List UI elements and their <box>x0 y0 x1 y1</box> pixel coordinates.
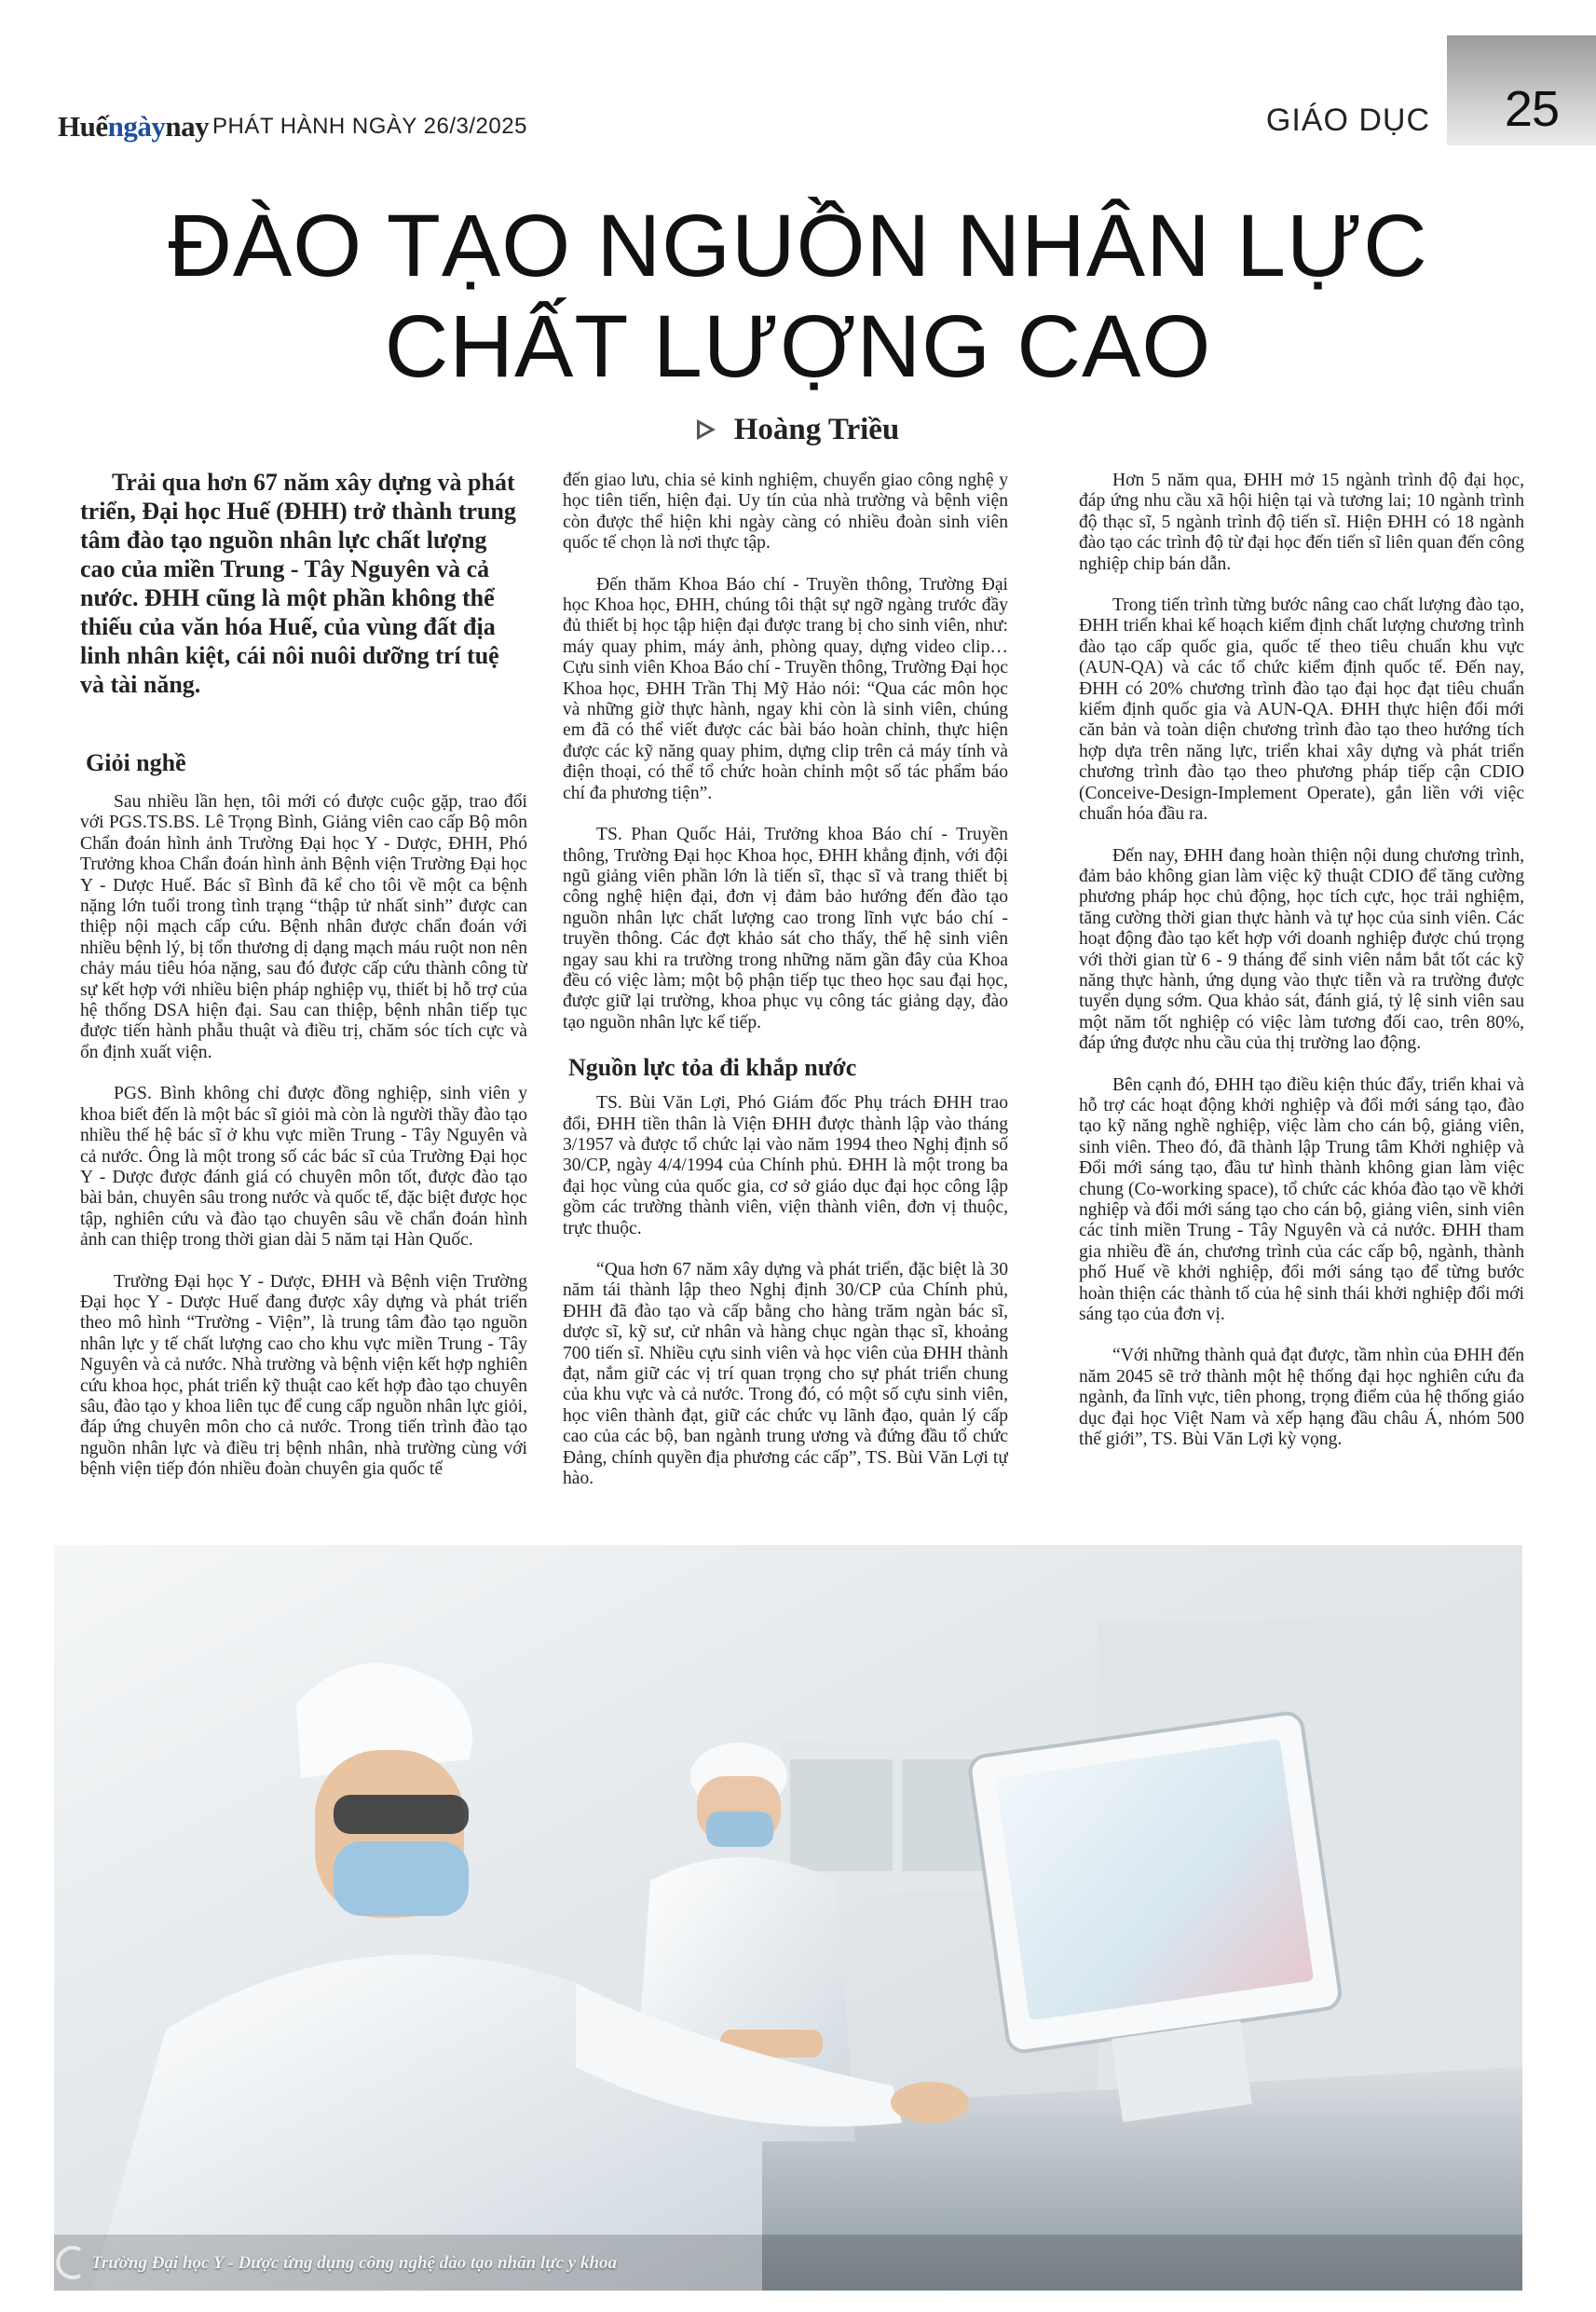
article-photo <box>54 1545 1522 2291</box>
masthead-logo <box>58 110 209 144</box>
paragraph: Bên cạnh đó, ĐHH tạo điều kiện thúc đẩy, triển khai và hỗ trợ các hoạt động khởi nghiệp và đổi mới sáng tạo, đào tạo kỹ năng nghề nghiệp, việc làm cho cán bộ, giảng viên, sinh viên. Theo đó, đã thành lập Trung tâm Khởi nghiệp và Đổi mới sáng tạo, đầu tư hình thành không gian làm việc chung (Co-working space), tổ chức các khóa đào tạo về khởi nghiệp và đổi mới sáng tạo cho cán bộ, giảng viên, sinh viên các tỉnh miền Trung - Tây Nguyên và cả nước. ĐHH tham gia nhiều đề án, chương trình của các cấp bộ, ngành, thành phố Huế về khởi nghiệp, đổi mới sáng tạo để từng bước hoàn thiện các thành tố của hệ sinh thái khởi nghiệp đổi mới sáng tạo của đơn vị. <box>1079 1074 1524 1325</box>
paragraph: Trường Đại học Y - Dược, ĐHH và Bệnh viện Trường Đại học Y - Dược Huế đang được xây dựng và phát triển theo mô hình “Trường - Viện”, là trung tâm đào tạo nguồn nhân lực y tế chất lượng cao cho khu vực miền Trung - Tây Nguyên và cả nước. Nhà trường và bệnh viện kết hợp nghiên cứu khoa học, phát triển kỹ thuật cao kết hợp đào tạo chuyên sâu, đào tạo y khoa liên tục để cung cấp nguồn nhân lực giỏi, đáp ứng chuyên môn cho cả nước. Trong tiến trình đào tạo nguồn nhân lực và điều trị bệnh nhân, nhà trường cùng với bệnh viện tiếp đón nhiều đoàn chuyên gia quốc tế <box>80 1271 527 1480</box>
page-number: 25 <box>1504 81 1559 137</box>
lab-scene-illustration <box>54 1545 1522 2291</box>
paragraph: TS. Phan Quốc Hải, Trưởng khoa Báo chí - Truyền thông, Trường Đại học Khoa học, ĐHH khẳng định, với đội ngũ giảng viên phần lớn là tiến sĩ, thạc sĩ và trang thiết bị công nghệ hiện đại, đơn vị đảm bảo hướng đến đào tạo nguồn nhân lực chất lượng cao trong lĩnh vực báo chí - truyền thông. Các đợt khảo sát cho thấy, thế hệ sinh viên ngay sau khi ra trường trong những năm gần đây của Khoa đều có việc làm; một bộ phận tiếp tục theo học sau đại học, được giữ lại trường, khoa phục vụ công tác giảng dạy, đào tạo nguồn nhân lực kế tiếp. <box>563 825 1008 1033</box>
section-heading: Nguồn lực tỏa đi khắp nước <box>568 1054 857 1082</box>
title-line: ĐÀO TẠO NGUỒN NHÂN LỰC <box>168 197 1428 295</box>
release-date: PHÁT HÀNH NGÀY 26/3/2025 <box>212 114 527 139</box>
paragraph: đến giao lưu, chia sẻ kinh nghiệm, chuyển giao công nghệ y học tiên tiến, hiện đại. Uy tín của nhà trường và bệnh viện còn được thể hiện khi ngày càng có nhiều đoàn sinh viên quốc tế chọn là nơi thực tập. <box>563 471 1008 554</box>
masthead-part: ngày <box>107 110 166 143</box>
byline <box>0 413 1596 447</box>
paragraph: Sau nhiều lần hẹn, tôi mới có được cuộc gặp, trao đổi với PGS.TS.BS. Lê Trọng Bình, Giảng viên cao cấp Bộ môn Chẩn đoán hình ảnh Trường Đại học Y - Dược, ĐHH, Phó Trưởng khoa Chẩn đoán hình ảnh Bệnh viện Trường Đại học Y - Dược Huế. Bác sĩ Bình đã kể cho tôi về một ca bệnh nặng lớn tuổi trong tình trạng “thập tử nhất sinh” được can thiệp nội mạch cấp cứu. Bệnh nhân được chẩn đoán với nhiều bệnh lý, bị tổn thương dị dạng mạch máu ruột non nên chảy máu tiêu hóa nặng, sau đó được cấp cứu thành công từ sự kết hợp với nhiều biện pháp nghiệp vụ, thiết bị hỗ trợ của hệ thống DSA hiện đại. Sau can thiệp, bệnh nhân tiếp tục được tiến hành phẫu thuật và điều trị, chăm sóc tích cực và ổn định xuất viện. <box>80 792 527 1062</box>
caption-marker-icon <box>56 2246 84 2279</box>
play-triangle-icon <box>697 419 716 440</box>
article-column-3 <box>1079 471 1524 1645</box>
paragraph: PGS. Bình không chỉ được đồng nghiệp, sinh viên y khoa biết đến là một bác sĩ giỏi mà còn là người thầy đào tạo nhiều thế hệ bác sĩ ở khu vực miền Trung - Tây Nguyên và cả nước. Ông là một trong số các bác sĩ của Trường Đại học Y - Dược được đánh giá có chuyên môn tốt, được đào tạo bài bản, chuyên sâu trong nước và quốc tế, đặc biệt được học tập, nghiên cứu và đào tạo chuyên sâu về chẩn đoán hình ảnh can thiệp trong thời gian dài 5 năm tại Hàn Quốc. <box>80 1084 527 1251</box>
article-title <box>0 196 1596 397</box>
section-heading: Giỏi nghề <box>86 749 186 776</box>
paragraph: Đến nay, ĐHH đang hoàn thiện nội dung chương trình, đảm bảo không gian làm việc kỹ thuật CDIO để tăng cường phương pháp học chủ động, học tích cực, học trải nghiệm, tăng cường thời gian thực hành và tự học của sinh viên. Các hoạt động đào tạo kết hợp với doanh nghiệp được chú trọng với thời gian từ 6 - 9 tháng để sinh viên nắm bắt tốt các kỹ năng thực hành, ứng dụng vào thực tiễn và ra trường được tuyển dụng sớm. Qua khảo sát, đánh giá, tỷ lệ sinh viên sau một năm tốt nghiệp có việc làm tương đối cao, trên 80%, đáp ứng được nhu cầu của thị trường lao động. <box>1079 845 1524 1054</box>
paragraph: “Qua hơn 67 năm xây dựng và phát triển, đặc biệt là 30 năm tái thành lập theo Nghị định 30/CP của Chính phủ, ĐHH đã đào tạo và cấp bằng cho hàng trăm ngàn bác sĩ, dược sĩ, kỹ sư, cử nhân và hàng chục ngàn thạc sĩ, khoảng 700 tiến sĩ. Nhiều cựu sinh viên và học viên của ĐHH thành đạt, nắm giữ các vị trí quan trọng cho sự phát triển chung của khu vực và cả nước. Trong đó, có một số cựu sinh viên, học viên thành đạt, giữ các chức vụ lãnh đạo, quản lý cấp cao của các bộ, ban ngành trung ương và đứng đầu tổ chức Đảng, chính quyền địa phương các cấp”, TS. Bùi Văn Lợi tự hào. <box>563 1260 1008 1489</box>
paragraph: “Với những thành quả đạt được, tầm nhìn của ĐHH đến năm 2045 sẽ trở thành một hệ thống đại học nghiên cứu đa ngành, đa lĩnh vực, tiên phong, trọng điểm của hệ thống giáo dục đại học Việt Nam và xếp hạng đầu châu Á, nhóm 500 thế giới”, TS. Bùi Văn Lợi kỳ vọng. <box>1079 1346 1524 1450</box>
paragraph: Đến thăm Khoa Báo chí - Truyền thông, Trường Đại học Khoa học, ĐHH, chúng tôi thật sự ngỡ ngàng trước đầy đủ thiết bị học tập hiện đại được trang bị cho sinh viên, như: máy quay phim, máy ảnh, phòng quay, dựng video clip… Cựu sinh viên Khoa Báo chí - Truyền thông, Trường Đại học Khoa học, ĐHH Trần Thị Mỹ Hảo nói: “Qua các môn học và những giờ thực hành, ngay khi còn là sinh viên, chúng em đã có thể viết được các bài báo hoàn chỉnh, thực hiện được các kỹ năng quay phim, dựng clip trên cả máy tính và điện thoại, có thể tổ chức hoàn chỉnh một số tác phẩm báo chí đa phương tiện”. <box>563 574 1008 803</box>
paragraph: Hơn 5 năm qua, ĐHH mở 15 ngành trình độ đại học, đáp ứng nhu cầu xã hội hiện tại và tương lai; 10 ngành trình độ thạc sĩ, 5 ngành trình độ tiến sĩ. Hiện ĐHH có 18 ngành đào tạo các trình độ từ đại học đến tiến sĩ liên quan đến công nghiệp chip bán dẫn. <box>1079 471 1524 574</box>
masthead-part: nay <box>165 110 210 143</box>
article-column-2 <box>563 471 1008 1645</box>
author-name: Hoàng Triều <box>733 413 900 446</box>
section-label: GIÁO DỤC <box>1265 103 1430 138</box>
masthead-part: Huế <box>58 110 108 143</box>
lead-paragraph: Trải qua hơn 67 năm xây dựng và phát triển, Đại học Huế (ĐHH) trở thành trung tâm đào tạo nguồn nhân lực chất lượng cao của miền Trung - Tây Nguyên và cả nước. ĐHH cũng là một phần không thể thiếu của văn hóa Huế, của vùng đất địa linh nhân kiệt, cái nôi nuôi dưỡng trí tuệ và tài năng. <box>80 469 516 698</box>
paragraph: Trong tiến trình từng bước nâng cao chất lượng đào tạo, ĐHH triển khai kế hoạch kiểm định chất lượng chương trình đào tạo cấp quốc gia, quốc tế theo tiêu chuẩn khu vực (AUN-QA) và các tổ chức kiểm định quốc tế. Đến nay, ĐHH có 20% chương trình đào tạo đại học đạt tiêu chuẩn kiểm định quốc gia và AUN-QA. ĐHH thực hiện đổi mới căn bản và toàn diện chương trình đào tạo theo hướng tích hợp dựa trên năng lực, triển khai xây dựng và phát triển chương trình đào tạo theo phương pháp tiếp cận CDIO (Conceive-Design-Implement Operate), gắn liền với việc chuẩn hóa đầu ra. <box>1079 595 1524 825</box>
title-line: CHẤT LƯỢNG CAO <box>384 297 1212 396</box>
paragraph: TS. Bùi Văn Lợi, Phó Giám đốc Phụ trách ĐHH trao đổi, ĐHH tiền thân là Viện ĐHH được thành lập vào tháng 3/1957 và được tổ chức lại vào năm 1994 theo Nghị định số 30/CP, ngày 4/4/1994 của Chính phủ. ĐHH là một trong ba đại học vùng của quốc gia, cơ sở giáo dục đại học công lập gồm các trường thành viên, viện thành viên, đơn vị thuộc, trực thuộc. <box>563 1093 1008 1238</box>
photo-caption: Trường Đại học Y - Dược ứng dụng công nghệ đào tạo nhân lực y khoa <box>91 2253 618 2273</box>
article-column-1 <box>80 468 527 1642</box>
